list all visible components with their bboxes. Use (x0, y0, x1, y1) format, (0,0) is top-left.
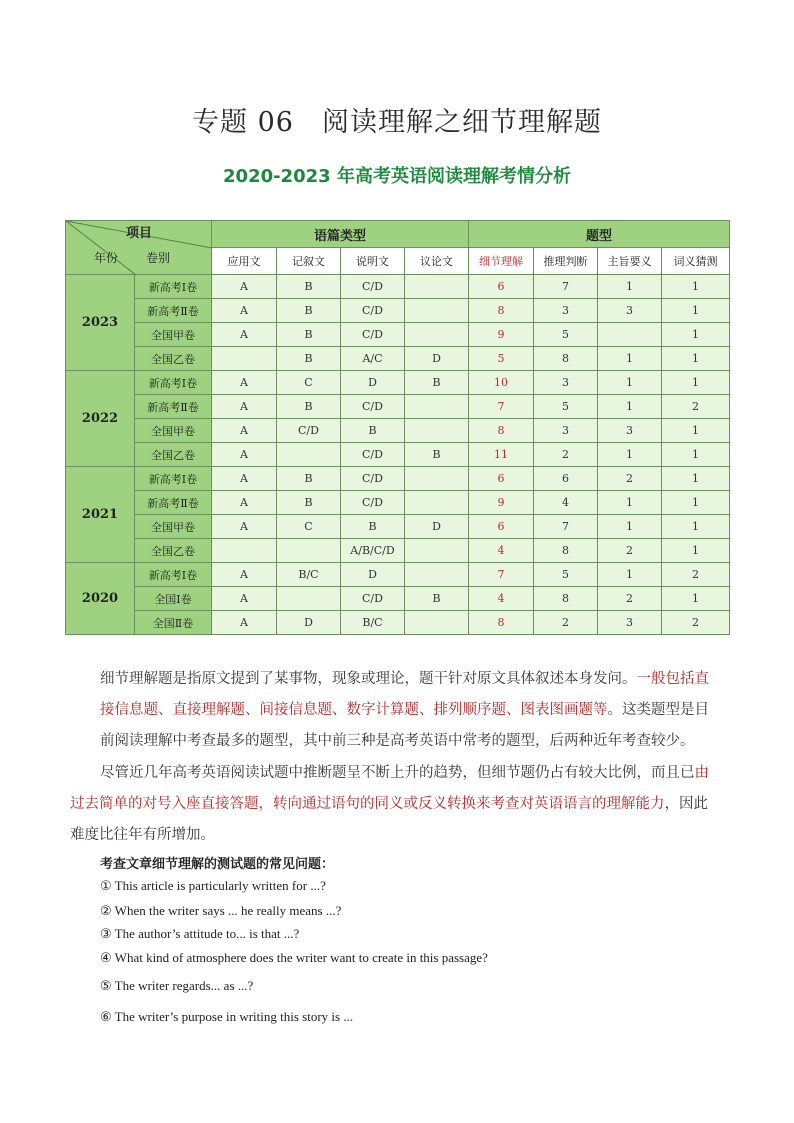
col-header: 推理判断 (534, 248, 598, 275)
data-cell: A (212, 515, 277, 539)
col-header: 议论文 (405, 248, 469, 275)
data-cell (277, 539, 341, 563)
question-item: ⑥ The writer’s purpose in writing this story is ... (100, 1009, 354, 1024)
exam-analysis-table (65, 220, 730, 635)
data-cell: A (212, 419, 277, 443)
data-cell (405, 563, 469, 587)
volume-cell: 新高考Ⅱ卷 (135, 491, 212, 515)
data-cell: 1 (662, 299, 730, 323)
data-cell: 8 (469, 419, 534, 443)
data-cell (405, 323, 469, 347)
table-row (66, 443, 730, 467)
data-cell (405, 491, 469, 515)
para2-part-a: 尽管近几年高考英语阅读试题中推断题呈不断上升的趋势，但细节题仍占有较大比例，而且已 (100, 765, 695, 781)
questions-heading: 考查文章细节理解的测试题的常见问题： (100, 857, 335, 872)
data-cell: 8 (534, 539, 598, 563)
volume-cell: 新高考Ⅰ卷 (135, 563, 212, 587)
data-cell: B (277, 467, 341, 491)
data-cell: 5 (534, 323, 598, 347)
volume-cell: 新高考Ⅱ卷 (135, 395, 212, 419)
data-cell: 2 (598, 587, 662, 611)
data-cell: A/C (341, 347, 405, 371)
data-cell: 3 (534, 419, 598, 443)
data-cell: C/D (341, 491, 405, 515)
data-cell: C/D (341, 299, 405, 323)
paragraph-2 (70, 758, 722, 851)
data-cell: 2 (662, 395, 730, 419)
table-row (66, 347, 730, 371)
corner-year-label: 年份 (94, 251, 119, 265)
data-cell: 1 (662, 587, 730, 611)
col-header: 细节理解 (469, 248, 534, 275)
volume-cell: 新高考Ⅰ卷 (135, 467, 212, 491)
data-cell: 6 (469, 515, 534, 539)
para1-part-b: 一般包括直接信息题、直接理解题、间接信息题、数字计算题、排列顺序题、图表图画题等 (100, 671, 709, 718)
data-cell (405, 395, 469, 419)
data-cell: A (212, 563, 277, 587)
data-cell: B (277, 275, 341, 299)
data-cell: 2 (534, 443, 598, 467)
data-cell: 2 (662, 611, 730, 635)
data-cell: B (277, 347, 341, 371)
data-cell: A (212, 275, 277, 299)
question-item: ③ The author’s attitude to... is that ...? (100, 926, 300, 941)
data-cell: 5 (534, 563, 598, 587)
volume-cell: 全国Ⅰ卷 (135, 587, 212, 611)
data-cell: B (405, 371, 469, 395)
table-row (66, 611, 730, 635)
corner-item-label: 项目 (126, 226, 153, 241)
data-cell: 8 (469, 299, 534, 323)
data-cell: C/D (341, 323, 405, 347)
data-cell: 8 (534, 347, 598, 371)
para1-part-c: 。这类题型是目前阅读理解中考查最多的题型，其中前三种是高考英语中常考的题型，后两种近年考查较少。 (100, 702, 709, 749)
data-cell: A (212, 443, 277, 467)
volume-cell: 全国甲卷 (135, 323, 212, 347)
table-row (66, 299, 730, 323)
data-cell (405, 275, 469, 299)
data-cell (405, 299, 469, 323)
data-cell: 6 (469, 467, 534, 491)
volume-cell: 全国甲卷 (135, 515, 212, 539)
data-cell: C (277, 371, 341, 395)
data-cell: A (212, 587, 277, 611)
data-cell: 5 (469, 347, 534, 371)
data-cell: 3 (598, 611, 662, 635)
volume-cell: 全国乙卷 (135, 347, 212, 371)
table-row (66, 539, 730, 563)
table-row (66, 275, 730, 299)
volume-cell: 新高考Ⅰ卷 (135, 371, 212, 395)
data-cell: 7 (534, 515, 598, 539)
question-item: ④ What kind of atmosphere does the writer want to create in this passage? (100, 950, 488, 965)
data-cell: 1 (598, 491, 662, 515)
data-cell: 6 (534, 467, 598, 491)
group-header-question-type: 题型 (469, 221, 730, 248)
data-cell: 1 (662, 515, 730, 539)
question-item: ① This article is particularly written for ...? (100, 878, 326, 893)
data-cell: B (341, 515, 405, 539)
volume-cell: 全国乙卷 (135, 443, 212, 467)
col-header: 记叙文 (277, 248, 341, 275)
data-cell: 1 (598, 371, 662, 395)
table-row (66, 395, 730, 419)
data-cell: 3 (534, 371, 598, 395)
data-cell: 9 (469, 491, 534, 515)
data-cell: B (277, 491, 341, 515)
year-cell: 2020 (66, 563, 135, 635)
data-cell: 1 (598, 443, 662, 467)
table-row (66, 371, 730, 395)
data-cell: 4 (534, 491, 598, 515)
para2-part-c: ，因此难度比往年有所增加。 (70, 796, 708, 843)
question-item: ⑤ The writer regards... as ...? (100, 978, 254, 993)
group-header-text-type: 语篇类型 (212, 221, 469, 248)
data-cell: C/D (341, 275, 405, 299)
data-cell: 2 (598, 467, 662, 491)
data-cell: B (405, 443, 469, 467)
data-cell (598, 323, 662, 347)
volume-cell: 全国乙卷 (135, 539, 212, 563)
col-header: 应用文 (212, 248, 277, 275)
page-title: 专题 06 阅读理解之细节理解题 (192, 107, 602, 138)
data-cell: D (277, 611, 341, 635)
data-cell: A (212, 611, 277, 635)
year-cell: 2021 (66, 467, 135, 563)
data-cell: C/D (341, 443, 405, 467)
data-cell: 1 (662, 419, 730, 443)
data-cell: A (212, 299, 277, 323)
data-cell: A (212, 371, 277, 395)
data-cell: C/D (341, 587, 405, 611)
data-cell: B (277, 323, 341, 347)
data-cell: B (405, 587, 469, 611)
data-cell: B/C (341, 611, 405, 635)
volume-cell: 新高考Ⅱ卷 (135, 299, 212, 323)
volume-cell: 新高考Ⅰ卷 (135, 275, 212, 299)
data-cell: 1 (662, 371, 730, 395)
data-cell (212, 539, 277, 563)
data-cell: 1 (598, 515, 662, 539)
data-cell: 5 (534, 395, 598, 419)
question-item: ② When the writer says ... he really means ...? (100, 903, 342, 918)
data-cell: 4 (469, 539, 534, 563)
data-cell: 3 (598, 299, 662, 323)
data-cell: 7 (469, 395, 534, 419)
data-cell: 2 (662, 563, 730, 587)
data-cell: A (212, 323, 277, 347)
data-cell: A/B/C/D (341, 539, 405, 563)
table-row (66, 491, 730, 515)
table-subtitle: 2020-2023 年高考英语阅读理解考情分析 (223, 166, 571, 187)
data-cell: 4 (469, 587, 534, 611)
table-row (66, 419, 730, 443)
data-cell: C/D (277, 419, 341, 443)
table-row (66, 587, 730, 611)
data-cell: 1 (662, 467, 730, 491)
data-cell: 1 (662, 539, 730, 563)
table-row (66, 515, 730, 539)
data-cell: 7 (534, 275, 598, 299)
data-cell: 1 (598, 275, 662, 299)
data-cell: 6 (469, 275, 534, 299)
data-cell (405, 467, 469, 491)
data-cell: 1 (662, 491, 730, 515)
data-cell: 1 (598, 395, 662, 419)
data-cell: B (341, 419, 405, 443)
year-cell: 2023 (66, 275, 135, 371)
data-cell: 9 (469, 323, 534, 347)
data-cell: 1 (662, 443, 730, 467)
corner-volume-label: 卷别 (146, 251, 171, 265)
data-cell: 3 (534, 299, 598, 323)
data-cell: 3 (598, 419, 662, 443)
data-cell: B/C (277, 563, 341, 587)
data-cell: 1 (662, 323, 730, 347)
data-cell: D (405, 347, 469, 371)
data-cell: C (277, 515, 341, 539)
volume-cell: 全国Ⅱ卷 (135, 611, 212, 635)
col-header: 词义猜测 (662, 248, 730, 275)
data-cell: C/D (341, 395, 405, 419)
data-cell: A (212, 491, 277, 515)
table-corner-header (66, 221, 212, 275)
data-cell: 2 (598, 539, 662, 563)
data-cell (405, 419, 469, 443)
data-cell: 8 (534, 587, 598, 611)
data-cell: 8 (469, 611, 534, 635)
data-cell (405, 539, 469, 563)
data-cell: D (341, 371, 405, 395)
data-cell: 11 (469, 443, 534, 467)
data-cell: 2 (534, 611, 598, 635)
data-cell: D (341, 563, 405, 587)
data-cell: 1 (598, 563, 662, 587)
data-cell: B (277, 299, 341, 323)
paragraph-1 (100, 664, 722, 757)
data-cell: B (277, 395, 341, 419)
data-cell: 1 (662, 347, 730, 371)
data-cell (405, 611, 469, 635)
volume-cell: 全国甲卷 (135, 419, 212, 443)
para2-part-b: 由过去简单的对号入座直接答题，转向通过语句的同义或反义转换来考查对英语语言的理解能力 (70, 765, 709, 812)
data-cell: 1 (662, 275, 730, 299)
data-cell: 10 (469, 371, 534, 395)
para1-part-a: 细节理解题是指原文提到了某事物，现象或理论，题干针对原文具体叙述本身发问。 (100, 671, 637, 687)
table-row (66, 467, 730, 491)
data-cell (212, 347, 277, 371)
year-cell: 2022 (66, 371, 135, 467)
data-cell (277, 443, 341, 467)
table-row (66, 563, 730, 587)
data-cell: C/D (341, 467, 405, 491)
data-cell (277, 587, 341, 611)
data-cell: 1 (598, 347, 662, 371)
data-cell: A (212, 467, 277, 491)
data-cell: D (405, 515, 469, 539)
table-row (66, 323, 730, 347)
data-cell: A (212, 395, 277, 419)
col-header: 说明文 (341, 248, 405, 275)
data-cell: 7 (469, 563, 534, 587)
col-header: 主旨要义 (598, 248, 662, 275)
